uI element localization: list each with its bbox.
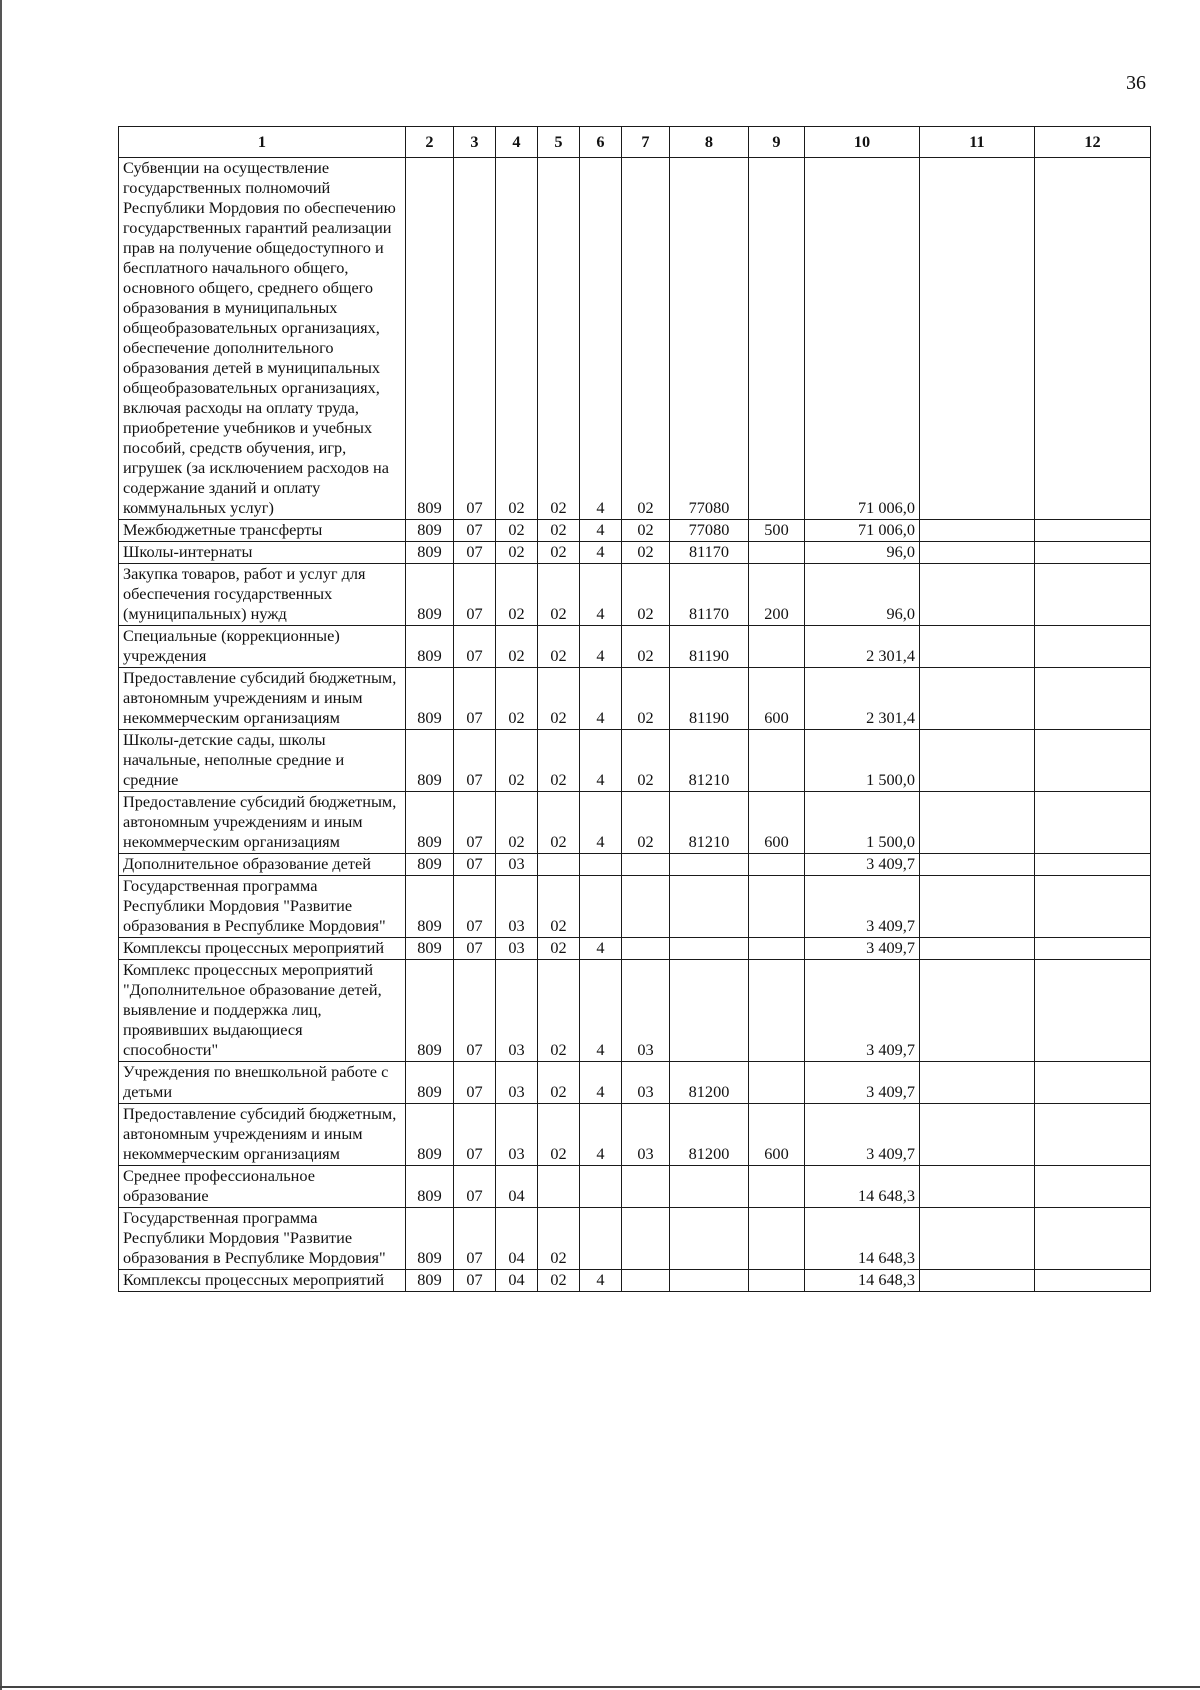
cell-col-2: 809	[406, 668, 454, 730]
cell-col-4: 03	[496, 854, 538, 876]
cell-col-5: 02	[538, 1062, 580, 1104]
cell-col-10: 71 006,0	[805, 520, 920, 542]
cell-col-11	[920, 668, 1035, 730]
cell-col-11	[920, 1062, 1035, 1104]
cell-col-7: 02	[622, 668, 670, 730]
cell-col-12	[1035, 854, 1151, 876]
cell-col-10: 3 409,7	[805, 1104, 920, 1166]
cell-col-4: 03	[496, 1104, 538, 1166]
cell-col-2: 809	[406, 730, 454, 792]
cell-col-6: 4	[580, 730, 622, 792]
cell-col-9	[749, 730, 805, 792]
cell-col-12	[1035, 1104, 1151, 1166]
cell-col-7: 02	[622, 730, 670, 792]
row-name-cell: Комплекс процессных мероприятий "Дополнительное образование детей, выявление и поддержка лиц, проявивших выдающиеся способности"	[119, 960, 406, 1062]
cell-col-10: 71 006,0	[805, 158, 920, 520]
cell-col-2: 809	[406, 520, 454, 542]
cell-col-5	[538, 1166, 580, 1208]
cell-col-12	[1035, 668, 1151, 730]
cell-col-4: 02	[496, 564, 538, 626]
cell-col-9	[749, 876, 805, 938]
row-name-cell: Учреждения по внешкольной работе с детьми	[119, 1062, 406, 1104]
row-name-cell: Субвенции на осуществление государственных полномочий Республики Мордовия по обеспечению государственных гарантий реализации прав на получение общедоступного и бесплатного начального общего, основного общего, среднего общего образования в муниципальных общеобразовательных организациях, обеспечение дополнительного образования детей в муниципальных общеобразовательных организациях, включая расходы на оплату труда, приобретение учебников и учебных пособий, средств обучения, игр, игрушек (за исключением расходов на содержание зданий и оплату коммунальных услуг)	[119, 158, 406, 520]
cell-col-4: 04	[496, 1166, 538, 1208]
cell-col-11	[920, 1104, 1035, 1166]
cell-col-8: 81210	[670, 730, 749, 792]
cell-col-2: 809	[406, 1166, 454, 1208]
cell-col-11	[920, 854, 1035, 876]
cell-col-9	[749, 626, 805, 668]
cell-col-3: 07	[454, 1104, 496, 1166]
cell-col-9: 500	[749, 520, 805, 542]
table-row	[119, 564, 1151, 626]
cell-col-5: 02	[538, 1270, 580, 1292]
cell-col-3: 07	[454, 668, 496, 730]
cell-col-5: 02	[538, 668, 580, 730]
cell-col-4: 02	[496, 668, 538, 730]
cell-col-6: 4	[580, 158, 622, 520]
table-row	[119, 854, 1151, 876]
cell-col-8: 81210	[670, 792, 749, 854]
cell-col-6	[580, 1166, 622, 1208]
cell-col-11	[920, 1270, 1035, 1292]
cell-col-6: 4	[580, 668, 622, 730]
scan-edge-mark	[0, 0, 2, 1690]
cell-col-12	[1035, 876, 1151, 938]
cell-col-4: 02	[496, 730, 538, 792]
table-row	[119, 542, 1151, 564]
cell-col-6: 4	[580, 1270, 622, 1292]
cell-col-3: 07	[454, 792, 496, 854]
cell-col-10: 14 648,3	[805, 1208, 920, 1270]
cell-col-8	[670, 1208, 749, 1270]
cell-col-7: 02	[622, 542, 670, 564]
cell-col-4: 02	[496, 158, 538, 520]
cell-col-12	[1035, 938, 1151, 960]
cell-col-7: 03	[622, 1062, 670, 1104]
cell-col-10: 96,0	[805, 564, 920, 626]
cell-col-6: 4	[580, 938, 622, 960]
cell-col-3: 07	[454, 730, 496, 792]
cell-col-12	[1035, 564, 1151, 626]
cell-col-3: 07	[454, 564, 496, 626]
cell-col-9	[749, 938, 805, 960]
cell-col-7	[622, 1270, 670, 1292]
cell-col-7: 03	[622, 960, 670, 1062]
cell-col-11	[920, 542, 1035, 564]
row-name-cell: Межбюджетные трансферты	[119, 520, 406, 542]
cell-col-8: 81200	[670, 1062, 749, 1104]
cell-col-6: 4	[580, 626, 622, 668]
cell-col-3: 07	[454, 520, 496, 542]
cell-col-6	[580, 854, 622, 876]
table-row	[119, 1062, 1151, 1104]
cell-col-6: 4	[580, 1062, 622, 1104]
cell-col-7: 02	[622, 626, 670, 668]
cell-col-10: 1 500,0	[805, 792, 920, 854]
table-row	[119, 1166, 1151, 1208]
cell-col-4: 03	[496, 960, 538, 1062]
cell-col-11	[920, 158, 1035, 520]
table-row	[119, 960, 1151, 1062]
cell-col-3: 07	[454, 1270, 496, 1292]
cell-col-11	[920, 730, 1035, 792]
cell-col-2: 809	[406, 1062, 454, 1104]
cell-col-6: 4	[580, 1104, 622, 1166]
cell-col-7: 02	[622, 520, 670, 542]
cell-col-10: 2 301,4	[805, 626, 920, 668]
cell-col-2: 809	[406, 1270, 454, 1292]
cell-col-5: 02	[538, 626, 580, 668]
cell-col-3: 07	[454, 158, 496, 520]
header-cell: 1	[119, 127, 406, 158]
cell-col-3: 07	[454, 1062, 496, 1104]
cell-col-11	[920, 876, 1035, 938]
row-name-cell: Закупка товаров, работ и услуг для обеспечения государственных (муниципальных) нужд	[119, 564, 406, 626]
cell-col-2: 809	[406, 1208, 454, 1270]
cell-col-10: 3 409,7	[805, 960, 920, 1062]
header-cell: 5	[538, 127, 580, 158]
header-cell: 8	[670, 127, 749, 158]
cell-col-6	[580, 876, 622, 938]
cell-col-4: 02	[496, 542, 538, 564]
cell-col-4: 03	[496, 876, 538, 938]
header-cell: 9	[749, 127, 805, 158]
cell-col-6: 4	[580, 960, 622, 1062]
table-row	[119, 626, 1151, 668]
cell-col-5: 02	[538, 938, 580, 960]
cell-col-11	[920, 792, 1035, 854]
cell-col-6: 4	[580, 542, 622, 564]
cell-col-10: 3 409,7	[805, 854, 920, 876]
cell-col-10: 1 500,0	[805, 730, 920, 792]
cell-col-6: 4	[580, 792, 622, 854]
cell-col-7: 02	[622, 158, 670, 520]
cell-col-8: 81170	[670, 564, 749, 626]
cell-col-11	[920, 938, 1035, 960]
cell-col-4: 02	[496, 520, 538, 542]
row-name-cell: Комплексы процессных мероприятий	[119, 938, 406, 960]
cell-col-8: 81200	[670, 1104, 749, 1166]
cell-col-6	[580, 1208, 622, 1270]
cell-col-4: 02	[496, 792, 538, 854]
cell-col-9	[749, 1270, 805, 1292]
cell-col-8: 81190	[670, 626, 749, 668]
cell-col-8	[670, 938, 749, 960]
cell-col-8	[670, 1166, 749, 1208]
cell-col-8: 77080	[670, 158, 749, 520]
cell-col-3: 07	[454, 938, 496, 960]
cell-col-12	[1035, 792, 1151, 854]
cell-col-9: 600	[749, 1104, 805, 1166]
cell-col-2: 809	[406, 938, 454, 960]
cell-col-11	[920, 520, 1035, 542]
cell-col-8	[670, 854, 749, 876]
cell-col-2: 809	[406, 876, 454, 938]
cell-col-2: 809	[406, 158, 454, 520]
cell-col-12	[1035, 520, 1151, 542]
cell-col-8	[670, 960, 749, 1062]
cell-col-3: 07	[454, 1208, 496, 1270]
header-cell: 10	[805, 127, 920, 158]
cell-col-10: 3 409,7	[805, 938, 920, 960]
cell-col-12	[1035, 1208, 1151, 1270]
table-body	[119, 158, 1151, 1292]
table-row	[119, 876, 1151, 938]
row-name-cell: Школы-интернаты	[119, 542, 406, 564]
row-name-cell: Предоставление субсидий бюджетным, автономным учреждениям и иным некоммерческим организациям	[119, 792, 406, 854]
row-name-cell: Комплексы процессных мероприятий	[119, 1270, 406, 1292]
row-name-cell: Среднее профессиональное образование	[119, 1166, 406, 1208]
cell-col-2: 809	[406, 792, 454, 854]
cell-col-9	[749, 158, 805, 520]
cell-col-11	[920, 626, 1035, 668]
cell-col-3: 07	[454, 960, 496, 1062]
cell-col-4: 04	[496, 1270, 538, 1292]
cell-col-11	[920, 1166, 1035, 1208]
cell-col-10: 96,0	[805, 542, 920, 564]
cell-col-12	[1035, 626, 1151, 668]
cell-col-9	[749, 1166, 805, 1208]
cell-col-10: 3 409,7	[805, 1062, 920, 1104]
row-name-cell: Государственная программа Республики Мордовия "Развитие образования в Республике Мордовия"	[119, 876, 406, 938]
cell-col-3: 07	[454, 876, 496, 938]
cell-col-9	[749, 1062, 805, 1104]
cell-col-7	[622, 876, 670, 938]
cell-col-9: 200	[749, 564, 805, 626]
cell-col-11	[920, 1208, 1035, 1270]
cell-col-5: 02	[538, 730, 580, 792]
cell-col-9	[749, 542, 805, 564]
table-row	[119, 668, 1151, 730]
cell-col-4: 03	[496, 938, 538, 960]
row-name-cell: Школы-детские сады, школы начальные, неполные средние и средние	[119, 730, 406, 792]
cell-col-8: 77080	[670, 520, 749, 542]
cell-col-7: 03	[622, 1104, 670, 1166]
cell-col-12	[1035, 158, 1151, 520]
table-row	[119, 158, 1151, 520]
row-name-cell: Предоставление субсидий бюджетным, автономным учреждениям и иным некоммерческим организациям	[119, 668, 406, 730]
cell-col-8: 81170	[670, 542, 749, 564]
header-cell: 4	[496, 127, 538, 158]
cell-col-8: 81190	[670, 668, 749, 730]
cell-col-2: 809	[406, 542, 454, 564]
cell-col-10: 14 648,3	[805, 1166, 920, 1208]
cell-col-2: 809	[406, 564, 454, 626]
cell-col-7	[622, 938, 670, 960]
header-row	[119, 127, 1151, 158]
cell-col-12	[1035, 1270, 1151, 1292]
cell-col-5: 02	[538, 876, 580, 938]
header-cell: 11	[920, 127, 1035, 158]
row-name-cell: Дополнительное образование детей	[119, 854, 406, 876]
cell-col-4: 02	[496, 626, 538, 668]
cell-col-6: 4	[580, 564, 622, 626]
cell-col-5	[538, 854, 580, 876]
cell-col-5: 02	[538, 542, 580, 564]
cell-col-10: 2 301,4	[805, 668, 920, 730]
cell-col-7	[622, 854, 670, 876]
cell-col-7	[622, 1166, 670, 1208]
cell-col-6: 4	[580, 520, 622, 542]
cell-col-5: 02	[538, 158, 580, 520]
cell-col-7: 02	[622, 564, 670, 626]
cell-col-7: 02	[622, 792, 670, 854]
table-row	[119, 1208, 1151, 1270]
budget-table	[118, 126, 1151, 1292]
header-cell: 3	[454, 127, 496, 158]
cell-col-3: 07	[454, 854, 496, 876]
cell-col-9	[749, 960, 805, 1062]
cell-col-4: 03	[496, 1062, 538, 1104]
cell-col-8	[670, 876, 749, 938]
cell-col-9	[749, 854, 805, 876]
cell-col-7	[622, 1208, 670, 1270]
table-row	[119, 1104, 1151, 1166]
cell-col-3: 07	[454, 1166, 496, 1208]
row-name-cell: Государственная программа Республики Мордовия "Развитие образования в Республике Мордовия"	[119, 1208, 406, 1270]
cell-col-5: 02	[538, 564, 580, 626]
cell-col-12	[1035, 1062, 1151, 1104]
cell-col-5: 02	[538, 1104, 580, 1166]
cell-col-8	[670, 1270, 749, 1292]
page-number: 36	[1126, 72, 1146, 94]
cell-col-5: 02	[538, 1208, 580, 1270]
header-cell: 2	[406, 127, 454, 158]
cell-col-9: 600	[749, 668, 805, 730]
scan-edge-mark	[0, 1686, 1200, 1688]
header-cell: 7	[622, 127, 670, 158]
table-row	[119, 520, 1151, 542]
cell-col-2: 809	[406, 854, 454, 876]
header-cell: 12	[1035, 127, 1151, 158]
cell-col-12	[1035, 960, 1151, 1062]
cell-col-9	[749, 1208, 805, 1270]
cell-col-2: 809	[406, 1104, 454, 1166]
header-cell: 6	[580, 127, 622, 158]
cell-col-2: 809	[406, 960, 454, 1062]
cell-col-5: 02	[538, 960, 580, 1062]
row-name-cell: Специальные (коррекционные) учреждения	[119, 626, 406, 668]
row-name-cell: Предоставление субсидий бюджетным, автономным учреждениям и иным некоммерческим организациям	[119, 1104, 406, 1166]
cell-col-5: 02	[538, 792, 580, 854]
cell-col-9: 600	[749, 792, 805, 854]
cell-col-10: 14 648,3	[805, 1270, 920, 1292]
cell-col-12	[1035, 542, 1151, 564]
cell-col-11	[920, 960, 1035, 1062]
table-row	[119, 1270, 1151, 1292]
table-row	[119, 792, 1151, 854]
cell-col-11	[920, 564, 1035, 626]
cell-col-4: 04	[496, 1208, 538, 1270]
cell-col-10: 3 409,7	[805, 876, 920, 938]
cell-col-3: 07	[454, 626, 496, 668]
cell-col-5: 02	[538, 520, 580, 542]
table-row	[119, 730, 1151, 792]
cell-col-3: 07	[454, 542, 496, 564]
cell-col-2: 809	[406, 626, 454, 668]
cell-col-12	[1035, 730, 1151, 792]
cell-col-12	[1035, 1166, 1151, 1208]
table-row	[119, 938, 1151, 960]
